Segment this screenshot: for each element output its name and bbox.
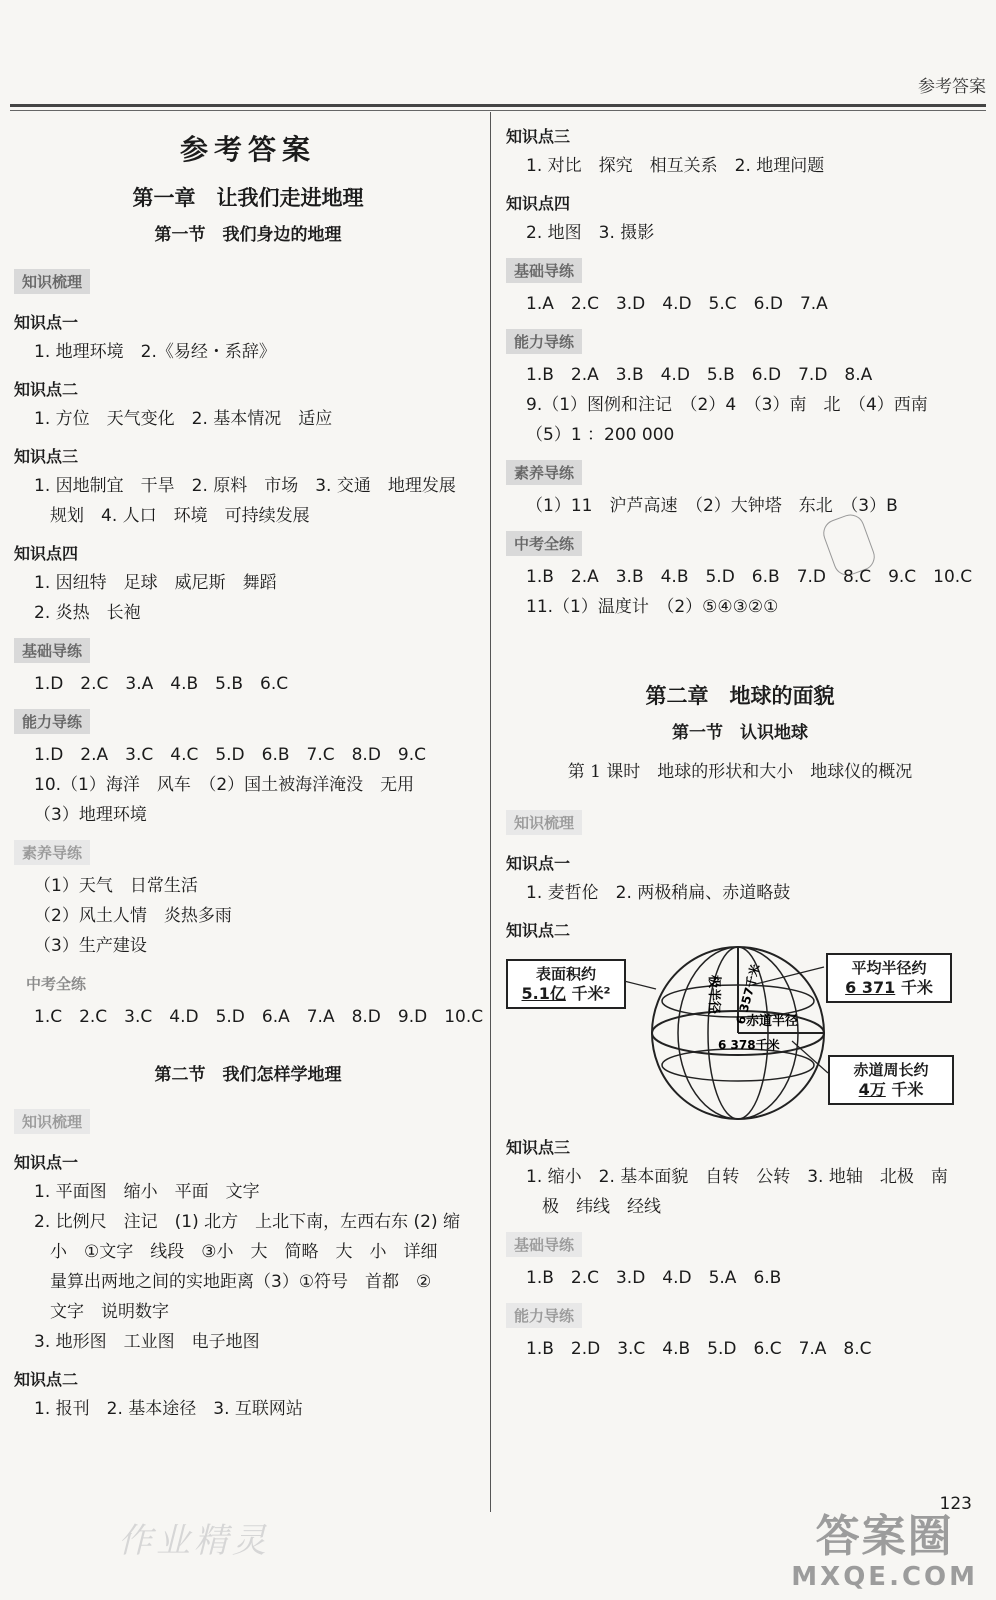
- watermark-bottom-text: MXQE.COM: [791, 1562, 978, 1592]
- polar-radius-label: 极半径: [706, 975, 721, 1015]
- tag-ability-practice: 能力导练: [14, 709, 90, 734]
- answer-line: 1.B 2.D 3.C 4.B 5.D 6.C 7.A 8.C: [526, 1339, 872, 1359]
- answer-line: 1.A 2.C 3.D 4.D 5.C 6.D 7.A: [526, 294, 828, 314]
- knowledge-point-heading: 知识点三: [14, 447, 79, 466]
- column-divider: [490, 112, 491, 1512]
- knowledge-point-heading: 知识点一: [14, 313, 79, 332]
- surface-area-value: 5.1亿: [521, 984, 566, 1003]
- knowledge-point-heading: 知识点三: [506, 1138, 571, 1157]
- answer-line: 极 纬线 经线: [542, 1197, 661, 1217]
- knowledge-point-heading: 知识点一: [506, 854, 571, 873]
- tag-literacy-practice: 素养导练: [14, 840, 90, 865]
- knowledge-point-heading: 知识点二: [14, 1370, 79, 1389]
- answer-line: 9.（1）图例和注记 （2）4 （3）南 北 （4）西南: [526, 395, 928, 415]
- answer-line: 1. 因纽特 足球 威尼斯 舞蹈: [34, 573, 277, 593]
- chapter-1-title: 第一章 让我们走进地理: [132, 186, 364, 210]
- running-header: 参考答案: [918, 77, 986, 97]
- equator-circumference-unit: 千米: [891, 1080, 924, 1099]
- tag-literacy-practice: 素养导练: [506, 460, 582, 485]
- section-2-title: 第二节 我们怎样学地理: [154, 1065, 342, 1085]
- answer-line: 1. 麦哲伦 2. 两极稍扁、赤道略鼓: [526, 883, 791, 903]
- knowledge-point-heading: 知识点二: [14, 380, 79, 399]
- answer-line: 1.D 2.C 3.A 4.B 5.B 6.C: [34, 674, 289, 694]
- answer-line: 1. 对比 探究 相互关系 2. 地理问题: [526, 156, 825, 176]
- surface-area-box: [506, 959, 626, 1009]
- answer-line: 1.C 2.C 3.C 4.D 5.D 6.A 7.A 8.D 9.D 10.C: [34, 1007, 484, 1027]
- tag-exam-practice: 中考全练: [26, 975, 87, 993]
- answer-line: 1. 报刊 2. 基本途径 3. 互联网站: [34, 1399, 303, 1419]
- tag-ability-practice: 能力导练: [506, 1303, 582, 1328]
- answer-line: 3. 地形图 工业图 电子地图: [34, 1332, 260, 1352]
- knowledge-point-heading: 知识点三: [506, 127, 571, 146]
- equator-radius-label: 赤道半径: [746, 1014, 799, 1029]
- answer-line: 文字 说明数字: [50, 1302, 169, 1322]
- answer-line: （3）生产建设: [34, 936, 147, 956]
- answer-line: （1）天气 日常生活: [34, 876, 198, 896]
- polar-radius-value: 6 357千米: [733, 962, 763, 1026]
- equator-circumference-label: 赤道周长约: [853, 1061, 929, 1079]
- header-rule-thin: [10, 110, 986, 111]
- answer-line: 2. 炎热 长袍: [34, 603, 141, 623]
- answer-line: （2）风土人情 炎热多雨: [34, 906, 232, 926]
- page-title: 参考答案: [179, 133, 316, 166]
- tag-knowledge-review: 知识梳理: [14, 269, 90, 294]
- surface-area-unit: 千米²: [571, 984, 611, 1003]
- answer-line: （3）地理环境: [34, 805, 147, 825]
- answer-line: 1.B 2.A 3.B 4.D 5.B 6.D 7.D 8.A: [526, 365, 873, 385]
- lesson-1-title: 第 1 课时 地球的形状和大小 地球仪的概况: [567, 762, 913, 782]
- knowledge-point-heading: 知识点四: [506, 194, 571, 213]
- answer-line: 1. 因地制宜 干旱 2. 原料 市场 3. 交通 地理发展: [34, 476, 456, 496]
- answer-line: 1.D 2.A 3.C 4.C 5.D 6.B 7.C 8.D 9.C: [34, 745, 427, 765]
- answer-line: 2. 地图 3. 摄影: [526, 223, 655, 243]
- answer-line: （1）11 沪芦高速 （2）大钟塔 东北 （3）B: [526, 496, 898, 516]
- equator-circumference-value: 4万: [858, 1080, 886, 1099]
- section-1-title: 第一节 我们身边的地理: [154, 225, 342, 245]
- surface-area-label: 表面积约: [535, 965, 596, 983]
- answer-line: （5）1 ：200 000: [526, 425, 675, 445]
- knowledge-point-heading: 知识点一: [14, 1153, 79, 1172]
- page-number: 123: [939, 1494, 972, 1514]
- tag-basic-practice: 基础导练: [14, 638, 90, 663]
- header-rule: [10, 104, 986, 107]
- watermark-logo-right: [791, 1512, 978, 1592]
- answer-line: 2. 比例尺 注记 (1) 北方 上北下南，左西右东 (2) 缩: [34, 1212, 460, 1232]
- answer-line: 1.B 2.C 3.D 4.D 5.A 6.B: [526, 1268, 782, 1288]
- tag-knowledge-review: 知识梳理: [14, 1109, 90, 1134]
- equator-radius-value: 6 378千米: [718, 1038, 780, 1052]
- tag-basic-practice: 基础导练: [506, 258, 582, 283]
- answer-line: 1. 平面图 缩小 平面 文字: [34, 1182, 260, 1202]
- equator-circumference-box: [828, 1055, 954, 1105]
- answer-line: 规划 4. 人口 环境 可持续发展: [50, 506, 310, 526]
- watermark-logo-left: 作业精灵: [118, 1521, 270, 1561]
- answer-line: 11.（1）温度计 （2）⑤④③②①: [526, 597, 779, 617]
- tag-basic-practice: 基础导练: [506, 1232, 582, 1257]
- answer-line: 1. 地理环境 2.《易经・系辞》: [34, 342, 276, 362]
- answer-line: 1.B 2.A 3.B 4.B 5.D 6.B 7.D 8.C 9.C 10.C: [526, 567, 973, 587]
- watermark-top-text: 答案圈: [815, 1511, 954, 1562]
- chapter-2-title: 第二章 地球的面貌: [645, 684, 835, 708]
- mean-radius-label: 平均半径约: [851, 959, 927, 977]
- answer-line: 1. 缩小 2. 基本面貌 自转 公转 3. 地轴 北极 南: [526, 1167, 948, 1187]
- mean-radius-unit: 千米: [900, 978, 933, 997]
- earth-size-diagram: [506, 945, 966, 1125]
- knowledge-point-heading: 知识点四: [14, 544, 79, 563]
- tag-exam-practice: 中考全练: [506, 531, 582, 556]
- answer-line: 1. 方位 天气变化 2. 基本情况 适应: [34, 409, 333, 429]
- left-column: [14, 114, 482, 1424]
- right-column: [506, 114, 974, 1364]
- mean-radius-value: 6 371: [845, 978, 896, 997]
- tag-knowledge-review: 知识梳理: [506, 810, 582, 835]
- answer-line: 10.（1）海洋 风车 （2）国土被海洋淹没 无用: [34, 775, 415, 795]
- knowledge-point-heading: 知识点二: [506, 921, 571, 940]
- answer-line: 量算出两地之间的实地距离（3）①符号 首都 ②: [50, 1272, 432, 1292]
- mean-radius-box: [826, 953, 952, 1003]
- answer-line: 小 ①文字 线段 ③小 大 简略 大 小 详细: [50, 1242, 438, 1262]
- chapter-2-section-1-title: 第一节 认识地球: [672, 723, 808, 743]
- tag-ability-practice: 能力导练: [506, 329, 582, 354]
